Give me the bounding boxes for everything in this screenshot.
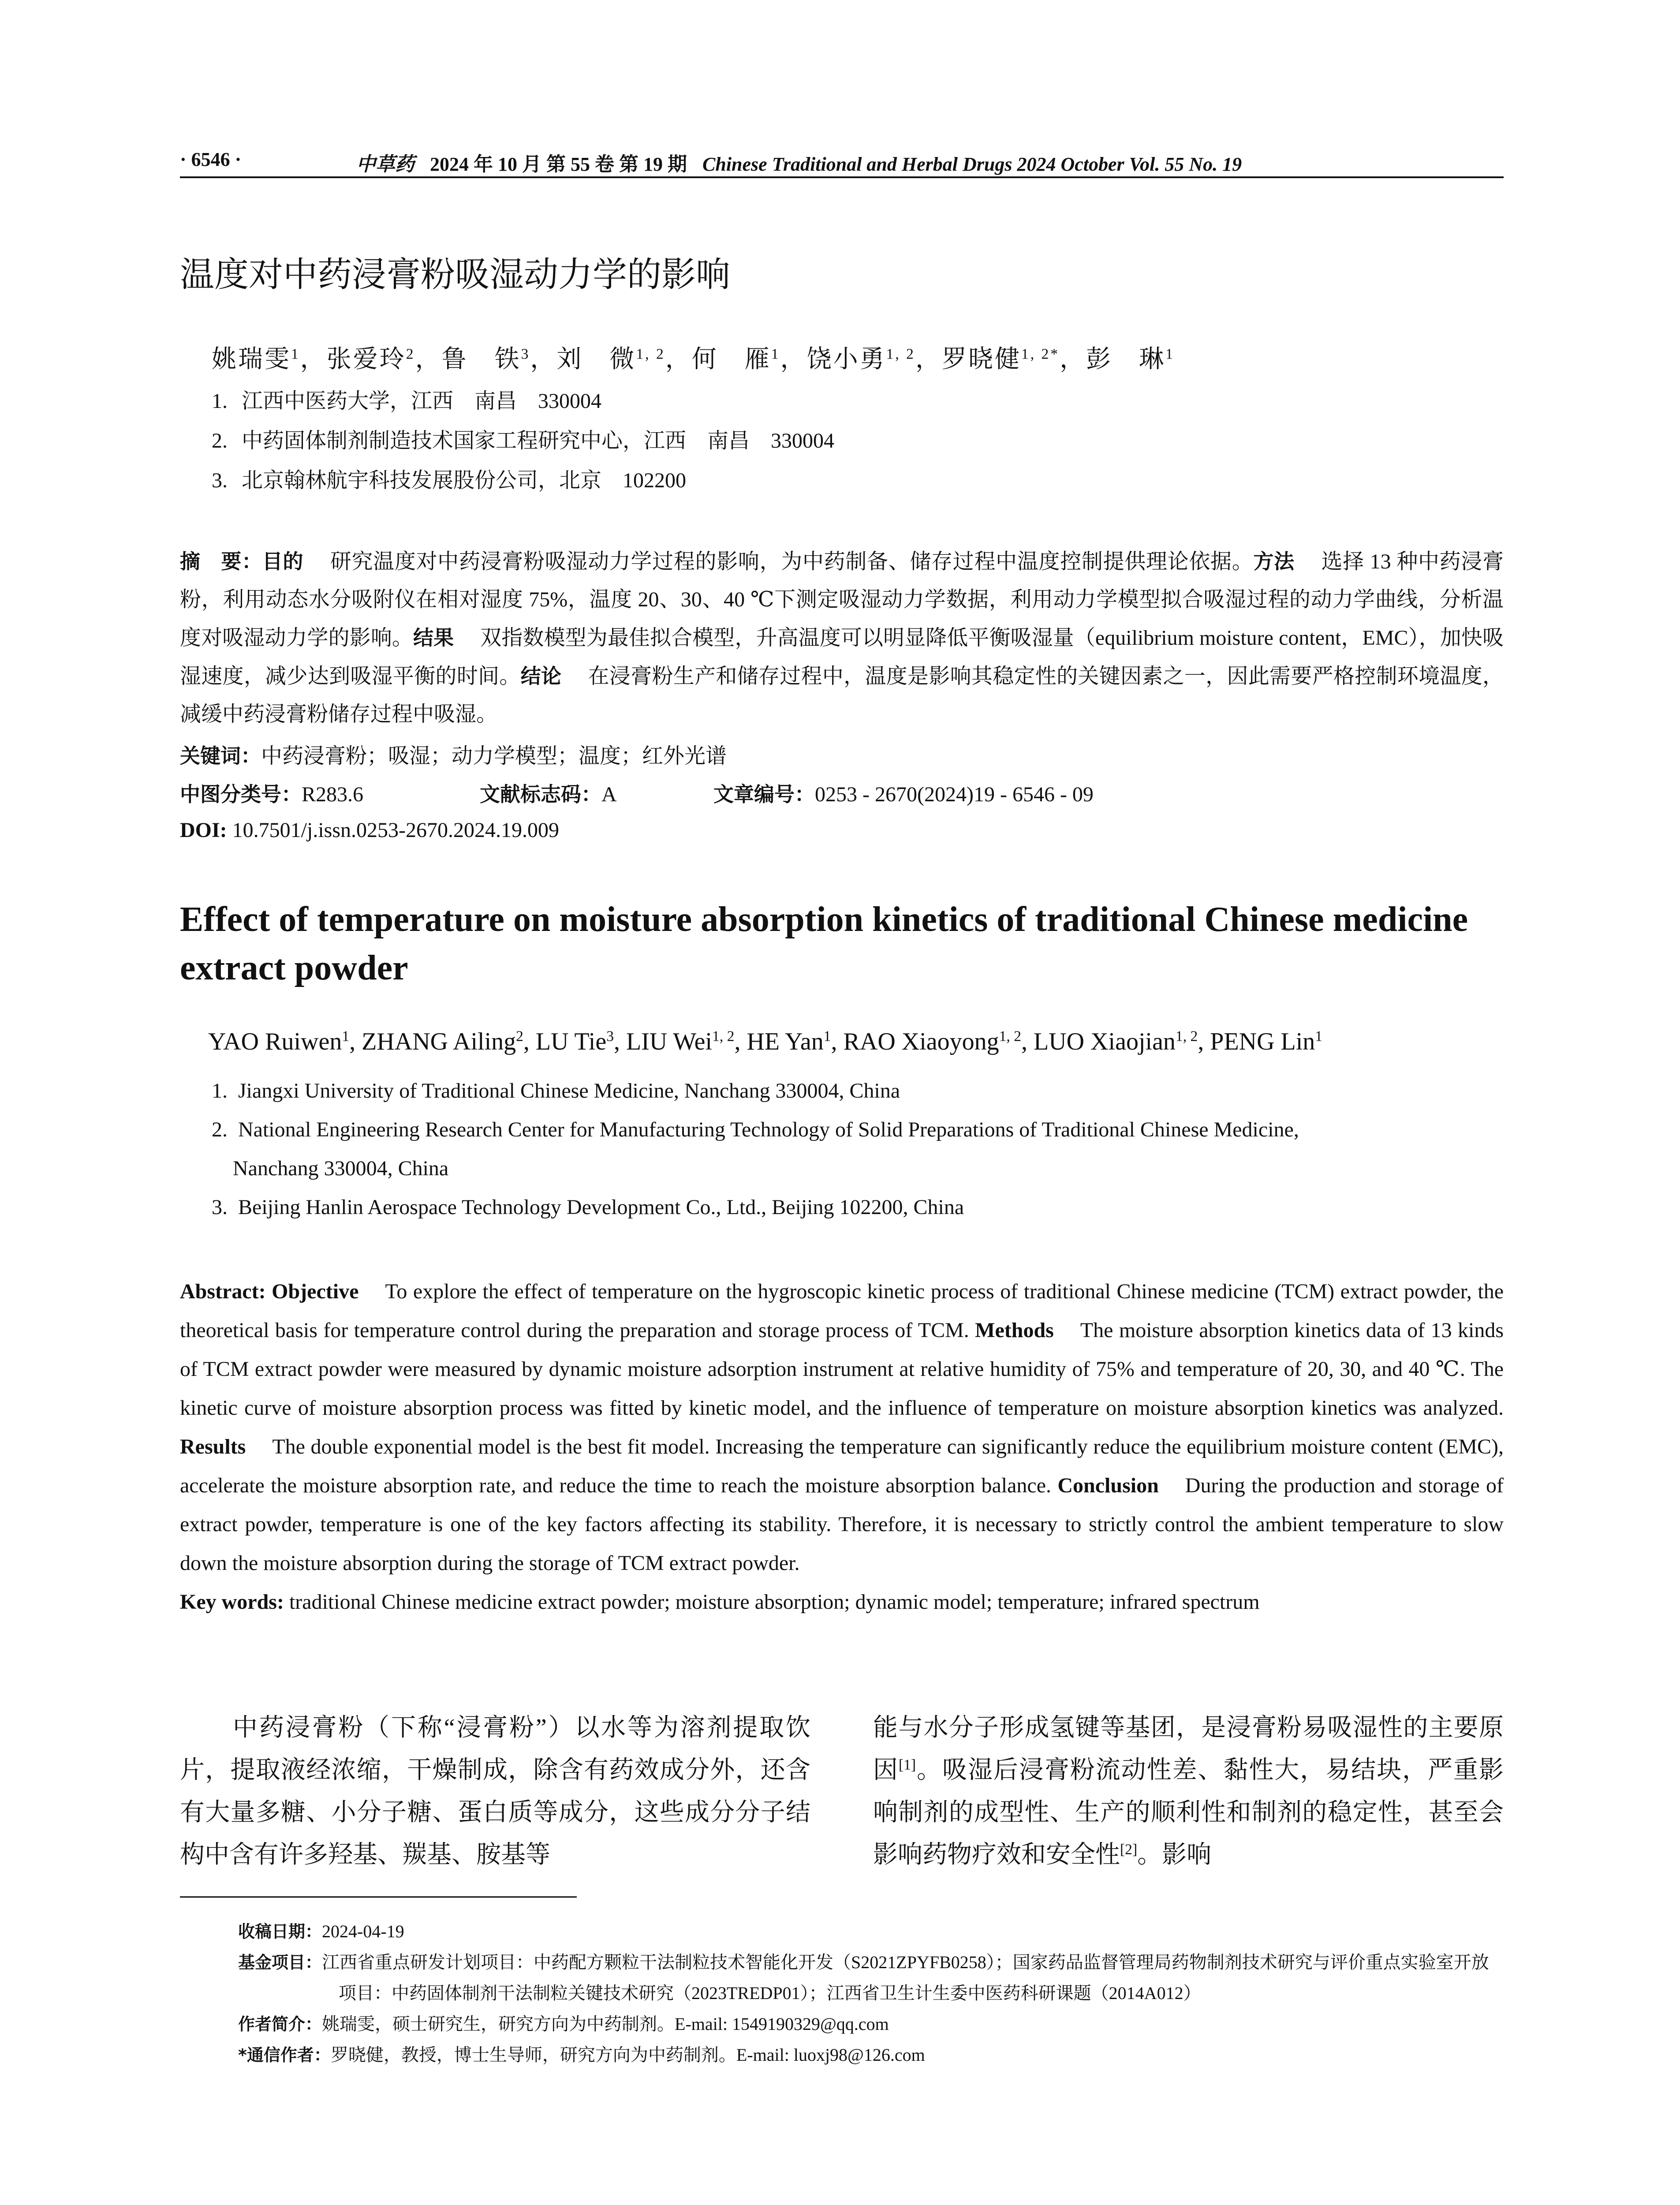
footnote-label: 作者简介： — [238, 2014, 322, 2034]
author-affiliation-mark: 1 — [1165, 346, 1175, 363]
doi-value[interactable]: 10.7501/j.issn.0253-2670.2024.19.009 — [232, 818, 560, 842]
affiliation-en-3 — [212, 1188, 1504, 1227]
author-name: 罗晓健 — [941, 346, 1021, 373]
footnote-label: *通信作者： — [238, 2045, 331, 2065]
footnote-label: 基金项目： — [238, 1953, 322, 1972]
doc-code-cell — [480, 778, 617, 807]
abstract-cn — [180, 542, 1504, 733]
affiliation-number: 3. — [212, 1196, 228, 1219]
keywords-en — [180, 1583, 1504, 1622]
author-affiliation-mark: 3 — [521, 346, 530, 363]
objective-text: To explore the effect of temperature on the hygroscopic kinetic process of traditional Chinese medicine (TCM) extract powder, the theoretical basis for temperature control during the preparation and storage process of TCM. — [180, 1280, 1504, 1342]
running-header — [180, 145, 1503, 176]
keywords-text: 中药浸膏粉；吸湿；动力学模型；温度；红外光谱 — [261, 744, 727, 768]
journal-en: Chinese Traditional and Herbal Drugs 2024 October Vol. 55 No. 19 — [702, 153, 1242, 175]
abstract-objective-label: Abstract: Objective — [180, 1280, 359, 1303]
doc-code-value: A — [601, 783, 617, 806]
body-column-right — [873, 1707, 1504, 1876]
footnote-label: 收稿日期： — [238, 1922, 322, 1941]
author-name: 何 雁 — [691, 346, 771, 373]
body-text: 能与水分子形成氢键等基团，是浸膏粉易吸湿性的主要原因 — [873, 1714, 1504, 1784]
author-name: LU Tie — [535, 1028, 607, 1055]
methods-label: 方法 — [1253, 549, 1295, 573]
article-number-value: 0253 - 2670(2024)19 - 6546 - 09 — [815, 783, 1094, 806]
article-number-cell — [713, 778, 1094, 807]
affiliation-text: 中药固体制剂制造技术国家工程研究中心，江西 南昌 330004 — [242, 429, 835, 452]
conclusion-label: 结论 — [520, 664, 562, 688]
clc-value: R283.6 — [302, 783, 364, 806]
footnote-author — [238, 2009, 1504, 2040]
title-cn: 温度对中药浸膏粉吸湿动力学的影响 — [180, 255, 731, 295]
doi-line — [180, 818, 559, 842]
page-number: · 6546 · — [180, 149, 242, 170]
affiliation-en-1 — [212, 1072, 1504, 1110]
body-text: 。吸湿后浸膏粉流动性差、黏性大，易结块，严重影响制剂的成型性、生产的顺利性和制剂的稳定性，甚至会影响药物疗效和安全性 — [873, 1757, 1504, 1869]
footnote-text: 2024-04-19 — [322, 1921, 404, 1941]
author-name: ZHANG Ailing — [362, 1028, 516, 1055]
author-name: 张爱玲 — [326, 346, 406, 373]
affiliation-number: 2. — [212, 429, 228, 452]
author-name: YAO Ruiwen — [208, 1028, 342, 1055]
author-name: LIU Wei — [626, 1028, 713, 1055]
affiliation-cn-1 — [212, 384, 601, 414]
author-name: 鲁 铁 — [441, 346, 521, 373]
keywords-cn — [180, 739, 727, 769]
title-en: Effect of temperature on moisture absorption kinetics of traditional Chinese medicine extract powder — [180, 900, 1468, 987]
affiliation-en-2 — [212, 1110, 1504, 1188]
issue-cn: 2024 年 10 月 第 55 卷 第 19 期 — [430, 153, 687, 175]
results-text: 双指数模型为最佳拟合模型，升高温度可以明显降低平衡吸湿量（equilibrium moisture content，EMC），加快吸湿速度，减少达到吸湿平衡的时间。 — [180, 626, 1504, 688]
conclusion-text: 在浸膏粉生产和储存过程中，温度是影响其稳定性的关键因素之一，因此需要严格控制环境温度，减缓中药浸膏粉储存过程中吸湿。 — [180, 665, 1504, 726]
footnote-received — [238, 1916, 1504, 1947]
author-name: RAO Xiaoyong — [843, 1028, 999, 1055]
footnotes — [238, 1916, 1504, 2070]
author-affiliation-mark: 1 — [291, 346, 300, 363]
footnote-corresponding — [238, 2040, 1504, 2070]
author-affiliation-mark: 1, 2 — [1175, 1028, 1198, 1045]
abstract-label: 摘 要： — [180, 549, 262, 573]
clc-cell — [180, 778, 363, 807]
author-affiliation-mark: 1 — [771, 346, 780, 363]
authors-en: YAO Ruiwen$^1$, ZHANG Ailing$^2$, LU Tie$^3$, LIU Wei$^{1, 2}$, HE Yan$^1$, RAO Xiaoyong$^{1, 2}$, LUO Xiaojian$^{1, 2}$, PENG Lin$^1$ — [208, 1028, 1323, 1055]
author-affiliation-mark: 1, 2 — [999, 1028, 1021, 1045]
affiliation-number: 1. — [212, 1079, 228, 1102]
author-affiliation-mark: 1, 2 — [636, 346, 665, 363]
affiliation-text: Jiangxi University of Traditional Chinese Medicine, Nanchang 330004, China — [238, 1079, 900, 1102]
body-column-left: 中药浸膏粉（下称“浸膏粉”）以水等为溶剂提取饮片，提取液经浓缩，干燥制成，除含有药效成分外，还含有大量多糖、小分子糖、蛋白质等成分，这些成分分子结构中含有许多羟基、羰基、胺基等 — [180, 1714, 810, 1869]
results-label: Results — [180, 1435, 246, 1458]
methods-text: The moisture absorption kinetics data of 13 kinds of TCM extract powder were measured by dynamic moisture adsorption instrument at relative humidity of 75% and temperature of 20, 30, and 40 ℃. The kinetic curve of moisture absorption process was fitted by kinetic model, and the influence of temperature on moisture absorption kinetics was analyzed. — [180, 1319, 1504, 1420]
methods-label: Methods — [975, 1319, 1054, 1342]
footnote-text: 罗晓健，教授，博士生导师，研究方向为中药制剂。E-mail: luoxj98@126.com — [330, 2045, 925, 2065]
objective-label: 目的 — [262, 549, 304, 573]
affiliation-continuation: Nanchang 330004, China — [233, 1157, 449, 1180]
author-affiliation-mark: 1 — [1315, 1028, 1323, 1045]
affiliation-cn-3 — [212, 463, 686, 493]
conclusion-text: During the production and storage of extract powder, temperature is one of the key factors affecting its stability. Therefore, it is necessary to strictly control the ambient temperature to slow down the moisture absorption during the storage of TCM extract powder. — [180, 1474, 1504, 1575]
journal-citation — [356, 148, 1242, 176]
author-name: 彭 琳 — [1086, 346, 1166, 373]
author-affiliation-mark: 1, 2 — [712, 1028, 735, 1045]
author-affiliation-mark: 3 — [606, 1028, 614, 1045]
footnote-fund — [238, 1947, 1504, 2009]
clc-label: 中图分类号： — [180, 782, 302, 806]
author-name: HE Yan — [747, 1028, 824, 1055]
footnote-text: 姚瑞雯，硕士研究生，研究方向为中药制剂。E-mail: 1549190329@qq.com — [322, 2014, 889, 2034]
conclusion-label: Conclusion — [1057, 1474, 1159, 1497]
abstract-en — [180, 1272, 1504, 1622]
affiliation-text: 北京翰林航宇科技发展股份公司，北京 102200 — [242, 469, 687, 492]
classification-line — [180, 778, 1503, 807]
results-text: The double exponential model is the best fit model. Increasing the temperature can significantly reduce the equilibrium moisture content (EMC), accelerate the moisture absorption rate, and reduce the time to reach the moisture absorption balance. — [180, 1435, 1504, 1497]
author-name: 刘 微 — [556, 346, 636, 373]
header-rule — [180, 176, 1504, 178]
author-affiliation-mark: 2 — [406, 346, 415, 363]
author-affiliation-mark: 1, 2 — [886, 346, 915, 363]
results-label: 结果 — [413, 626, 454, 650]
affiliation-text: Beijing Hanlin Aerospace Technology Development Co., Ltd., Beijing 102200, China — [238, 1196, 964, 1219]
body-text: 。影响 — [1137, 1841, 1212, 1869]
author-affiliation-mark: 1 — [823, 1028, 831, 1045]
affiliation-text: 江西中医药大学，江西 南昌 330004 — [242, 389, 602, 413]
affiliation-number: 3. — [212, 469, 228, 492]
affiliation-text: National Engineering Research Center for Manufacturing Technology of Solid Preparations of Traditional Chinese Medicine, — [238, 1118, 1299, 1141]
author-affiliation-mark: 1, 2* — [1021, 346, 1060, 363]
footnote-rule — [180, 1896, 577, 1898]
objective-text: 研究温度对中药浸膏粉吸湿动力学过程的影响，为中药制备、储存过程中温度控制提供理论依据。 — [330, 550, 1254, 573]
affiliation-cn-2 — [212, 423, 834, 454]
doi-label: DOI: — [180, 818, 227, 842]
article-number-label: 文章编号： — [713, 782, 815, 806]
authors-cn: 姚瑞雯$^1$，张爱玲$^2$，鲁 铁$^3$，刘 微$^{1, 2}$，何 雁$^1$，饶小勇$^{1, 2}$，罗晓健$^{1, 2*}$，彭 琳$^1$ — [212, 346, 1175, 373]
doc-code-label: 文献标志码： — [480, 782, 601, 806]
author-name: 姚瑞雯 — [212, 346, 291, 373]
author-name: LUO Xiaojian — [1034, 1028, 1176, 1055]
keywords-text: traditional Chinese medicine extract powder; moisture absorption; dynamic model; temperature; infrared spectrum — [289, 1590, 1260, 1614]
author-name: 饶小勇 — [806, 346, 886, 373]
keywords-label: Key words: — [180, 1590, 284, 1614]
affiliation-number: 1. — [212, 389, 228, 413]
methods-text: 选择 13 种中药浸膏粉，利用动态水分吸附仪在相对湿度 75%，温度 20、30、40 ℃下测定吸湿动力学数据，利用动力学模型拟合吸湿过程的动力学曲线，分析温度对吸湿动力学的影响。 — [180, 550, 1504, 650]
journal-cn-mark: 中草药 — [356, 153, 414, 175]
reference-citation[interactable]: [1] — [898, 1757, 916, 1773]
author-affiliation-mark: 1 — [342, 1028, 350, 1045]
footnote-text: 江西省重点研发计划项目：中药配方颗粒干法制粒技术智能化开发（S2021ZPYFB0258）；国家药品监督管理局药物制剂技术研究与评价重点实验室开放项目：中药固体制剂干法制粒关键技术研究（2023TREDP01）；江西省卫生计生委中医药科研课题（2014A012） — [322, 1952, 1489, 2003]
reference-citation[interactable]: [2] — [1120, 1841, 1138, 1858]
affiliation-number: 2. — [212, 1118, 228, 1141]
keywords-label: 关键词： — [180, 744, 261, 768]
author-name: PENG Lin — [1210, 1028, 1315, 1055]
author-affiliation-mark: 2 — [516, 1028, 523, 1045]
